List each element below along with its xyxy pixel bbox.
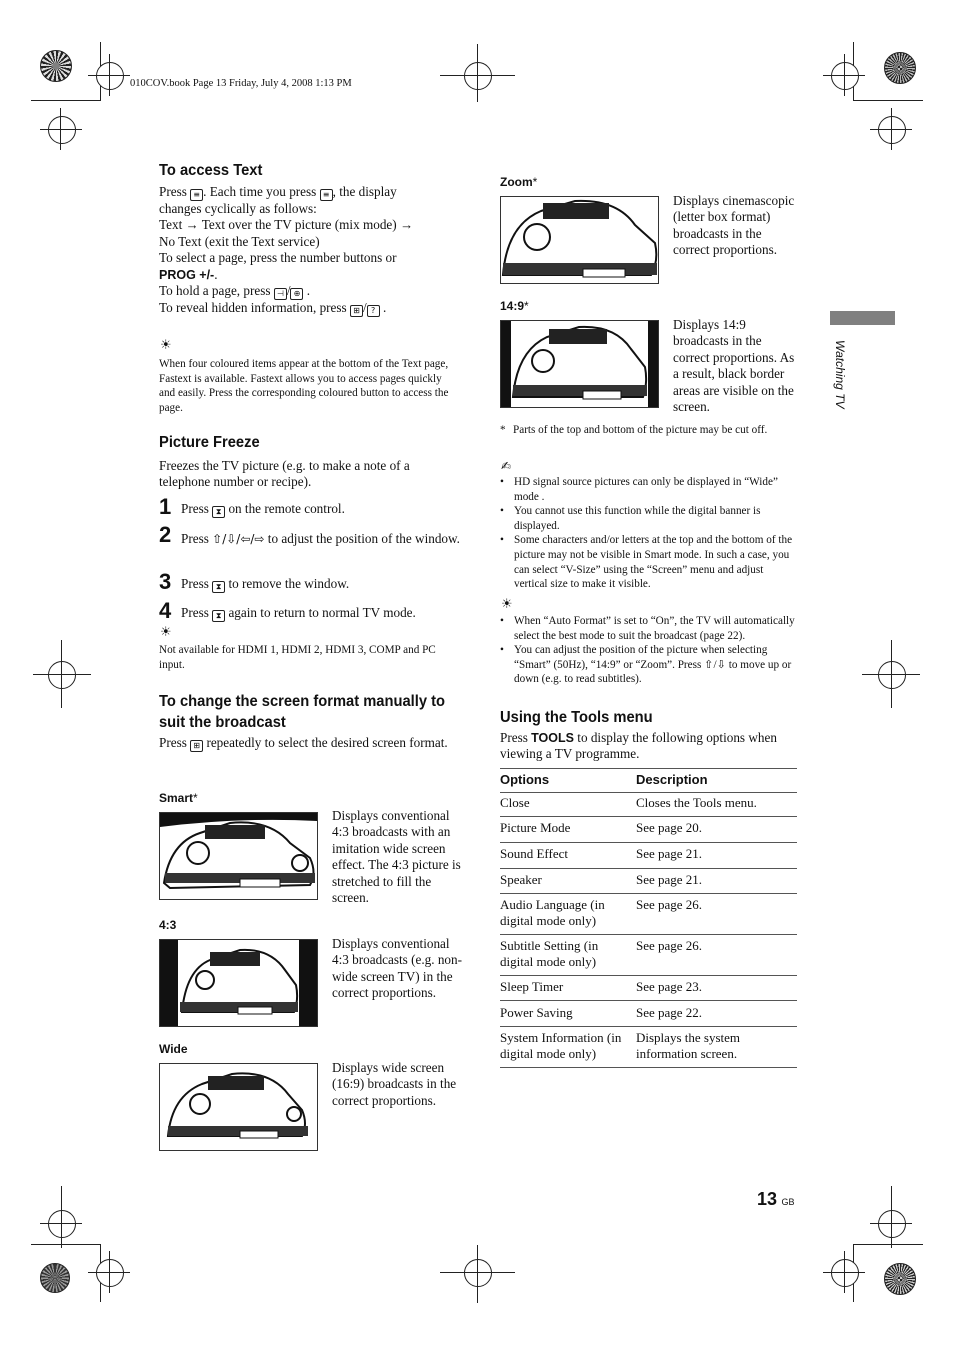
format-desc-wide: Displays wide screen (16:9) broadcasts in the correct proportions.: [332, 1060, 457, 1108]
note-item: • You cannot use this function while the digital banner is displayed.: [500, 504, 798, 533]
page-number: 13 GB: [757, 1189, 795, 1209]
tip-icon: ☀: [501, 597, 513, 612]
table-cell-option: Audio Language (in digital mode only): [500, 897, 605, 928]
picture-freeze-intro: Freezes the TV picture (e.g. to make a note of a telephone number or recipe).: [159, 458, 410, 490]
format-desc-zoom: Displays cinemascopic (letter box format) broadcasts in the correct proportions.: [673, 193, 795, 258]
tools-intro: Press TOOLS to display the following options when viewing a TV programme.: [500, 730, 777, 762]
fourteen-nine-format-image: [500, 320, 659, 408]
table-header-options: Options: [500, 772, 550, 787]
format-desc-4-3: Displays conventional 4:3 broadcasts (e.g. non-wide screen TV) in the correct proportions.: [332, 936, 463, 1001]
format-desc-smart: Displays conventional 4:3 broadcasts with an imitation wide screen effect. The 4:3 picture is stretched to fill the screen.: [332, 808, 461, 906]
table-cell-option: Close: [500, 795, 530, 810]
format-desc-14-9: Displays 14:9 broadcasts in the correct proportions. As a result, black border areas are visible on the screen.: [673, 317, 795, 415]
wide-format-image: [159, 1063, 318, 1151]
step-text: Press ⧗ on the remote control.: [181, 501, 345, 516]
smart-format-image: [159, 812, 318, 900]
side-tab-bar: [830, 311, 895, 325]
arrow-right-icon: →: [399, 217, 414, 233]
step-number: 4: [159, 598, 172, 623]
hold-alt-icon: ⊕: [290, 288, 303, 300]
table-cell-description: See page 21.: [636, 846, 703, 861]
side-tab-label: Watching TV: [833, 340, 847, 409]
access-text-heading: To access Text: [159, 162, 263, 179]
wide-button-icon: ⊞: [190, 740, 203, 752]
table-cell-description: See page 26.: [636, 938, 703, 953]
note-item: • HD signal source pictures can only be displayed in “Wide” mode .: [500, 475, 798, 504]
step-number: 3: [159, 569, 172, 594]
arrow-buttons-icon: ⇧/⇩/⇦/⇨: [212, 532, 265, 546]
table-cell-description: See page 23.: [636, 979, 703, 994]
table-cell-description: See page 21.: [636, 872, 703, 887]
access-text-body: Press ≡ . Each time you press ≡ , the display changes cyclically as follows: Text → Text over the TV picture (mix mode) → No Text (exit the Text service) To select a page, press the number buttons or PROG +/-. To hold a page, press ⊣ / ⊕ . To reveal hidden information, press ⊞ / ? .: [159, 184, 414, 316]
zoom-format-image: [500, 196, 659, 284]
step-text: Press ⧗ to remove the window.: [181, 576, 350, 591]
tip-item: • When “Auto Format” is set to “On”, the TV will automatically select the best mode to suit the broadcast (page 22).: [500, 614, 798, 643]
screen-format-intro: Press ⊞ repeatedly to select the desired screen format.: [159, 735, 448, 750]
table-cell-description: Displays the system information screen.: [636, 1030, 740, 1061]
tip-icon: ☀: [160, 338, 172, 353]
table-cell-option: Sound Effect: [500, 846, 568, 861]
table-cell-option: Picture Mode: [500, 820, 571, 835]
table-cell-description: See page 26.: [636, 897, 703, 912]
table-cell-description: Closes the Tools menu.: [636, 795, 757, 810]
note-pencil-icon: ✍: [501, 459, 512, 473]
step-number: 2: [159, 522, 172, 547]
freeze-button-icon: ⧗: [212, 506, 225, 518]
arrow-right-icon: →: [185, 217, 199, 233]
fastext-tip: When four coloured items appear at the bottom of the Text page, Fastext is available. Fastext allows you to access pages quickly and easily. Press the corresponding coloured button to access the page.: [159, 358, 449, 414]
picture-freeze-heading: Picture Freeze: [159, 434, 260, 451]
step-number: 1: [159, 494, 172, 519]
table-cell-option: System Information (in digital mode only): [500, 1030, 622, 1061]
table-cell-option: Power Saving: [500, 1005, 573, 1020]
step-text: Press ⧗ again to return to normal TV mode.: [181, 605, 416, 620]
format-label-zoom: Zoom*: [500, 175, 538, 189]
freeze-tip: Not available for HDMI 1, HDMI 2, HDMI 3, COMP and PC input.: [159, 644, 436, 671]
hold-button-icon: ⊣: [274, 288, 287, 300]
table-cell-option: Subtitle Setting (in digital mode only): [500, 938, 599, 969]
format-label-4-3: 4:3: [159, 918, 177, 932]
file-header-line: 010COV.book Page 13 Friday, July 4, 2008 1:13 PM: [130, 78, 352, 89]
screen-format-heading: To change the screen format manually to suit the broadcast: [159, 693, 446, 731]
four-three-format-image: [159, 939, 318, 1027]
table-cell-description: See page 20.: [636, 820, 703, 835]
reveal-button-icon: ⊞: [350, 305, 363, 317]
format-label-14-9: 14:9*: [500, 299, 529, 313]
notes-list: [500, 475, 798, 592]
footnote: Parts of the top and bottom of the picture may be cut off.: [513, 424, 768, 436]
text-button-icon: ≡: [190, 189, 203, 201]
table-header-description: Description: [636, 772, 708, 787]
table-cell-option: Sleep Timer: [500, 979, 564, 994]
freeze-button-icon: ⧗: [212, 581, 225, 593]
table-cell-description: See page 22.: [636, 1005, 703, 1020]
help-button-icon: ?: [367, 305, 380, 317]
table-cell-option: Speaker: [500, 872, 542, 887]
format-label-smart: Smart*: [159, 791, 198, 805]
format-label-wide: Wide: [159, 1042, 188, 1056]
footnote-star: *: [500, 424, 506, 436]
text-button-icon: ≡: [320, 189, 333, 201]
freeze-button-icon: ⧗: [212, 610, 225, 622]
tips-list: [500, 614, 798, 687]
tools-heading: Using the Tools menu: [500, 709, 653, 726]
tip-icon: ☀: [160, 625, 172, 640]
step-text: Press ⇧/⇩/⇦/⇨ to adjust the position of the window.: [181, 531, 460, 546]
note-item: • Some characters and/or letters at the top and the bottom of the picture may not be visible in Smart mode. In such a case, you can select “V-Size” using the “Screen” menu and adjust vertical size to make it visible.: [500, 533, 798, 591]
tip-item: • You can adjust the position of the picture when selecting “Smart” (50Hz), “14:9” or “Zoom”. Press ⇧/⇩ to move up or down (e.g. to read subtitles).: [500, 643, 798, 687]
